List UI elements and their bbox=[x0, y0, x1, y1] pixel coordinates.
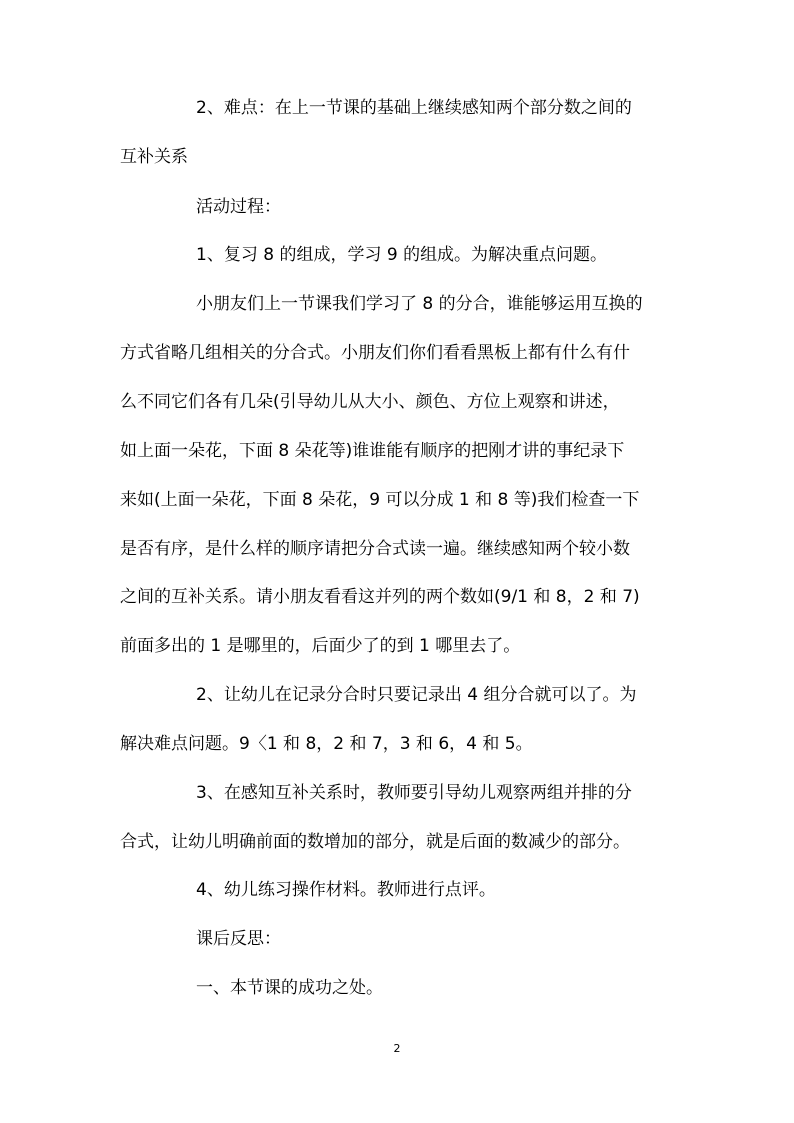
paragraph-line: 1、复习 8 的组成，学习 9 的组成。为解决重点问题。 bbox=[196, 245, 608, 265]
paragraph-line: 前面多出的 1 是哪里的，后面少了的到 1 哪里去了。 bbox=[120, 636, 521, 656]
paragraph-line: 2、让幼儿在记录分合时只要记录出 4 组分合就可以了。为 bbox=[196, 685, 637, 705]
paragraph-line: 活动过程： bbox=[196, 197, 281, 217]
paragraph-line: 3、在感知互补关系时，教师要引导幼儿观察两组并排的分 bbox=[196, 783, 632, 803]
paragraph-line: 2、难点：在上一节课的基础上继续感知两个部分数之间的 bbox=[196, 98, 632, 118]
paragraph-line: 解决难点问题。9〈1 和 8，2 和 7，3 和 6，4 和 5。 bbox=[120, 734, 533, 754]
paragraph-line: 4、幼儿练习操作材料。教师进行点评。 bbox=[196, 880, 496, 900]
paragraph-line: 来如(上面一朵花，下面 8 朵花，9 可以分成 1 和 8 等)我们检查一下 bbox=[120, 490, 640, 510]
paragraph-line: 么不同它们各有几朵(引导幼儿从大小、颜色、方位上观察和讲述， bbox=[120, 392, 620, 412]
paragraph-line: 方式省略几组相关的分合式。小朋友们你们看看黑板上都有什么有什 bbox=[120, 343, 630, 363]
paragraph-line: 小朋友们上一节课我们学习了 8 的分合，谁能够运用互换的 bbox=[196, 294, 643, 314]
paragraph-line: 是否有序，是什么样的顺序请把分合式读一遍。继续感知两个较小数 bbox=[120, 539, 630, 559]
paragraph-line: 一、本节课的成功之处。 bbox=[196, 978, 383, 998]
paragraph-line: 互补关系 bbox=[120, 147, 188, 167]
paragraph-line: 合式，让幼儿明确前面的数增加的部分，就是后面的数减少的部分。 bbox=[120, 832, 630, 852]
paragraph-line: 如上面一朵花，下面 8 朵花等)谁谁能有顺序的把刚才讲的事纪录下 bbox=[120, 441, 625, 461]
paragraph-line: 课后反思： bbox=[196, 929, 281, 949]
page-number: 2 bbox=[393, 1042, 401, 1055]
paragraph-line: 之间的互补关系。请小朋友看看这并列的两个数如(9/1 和 8，2 和 7) bbox=[120, 587, 640, 607]
